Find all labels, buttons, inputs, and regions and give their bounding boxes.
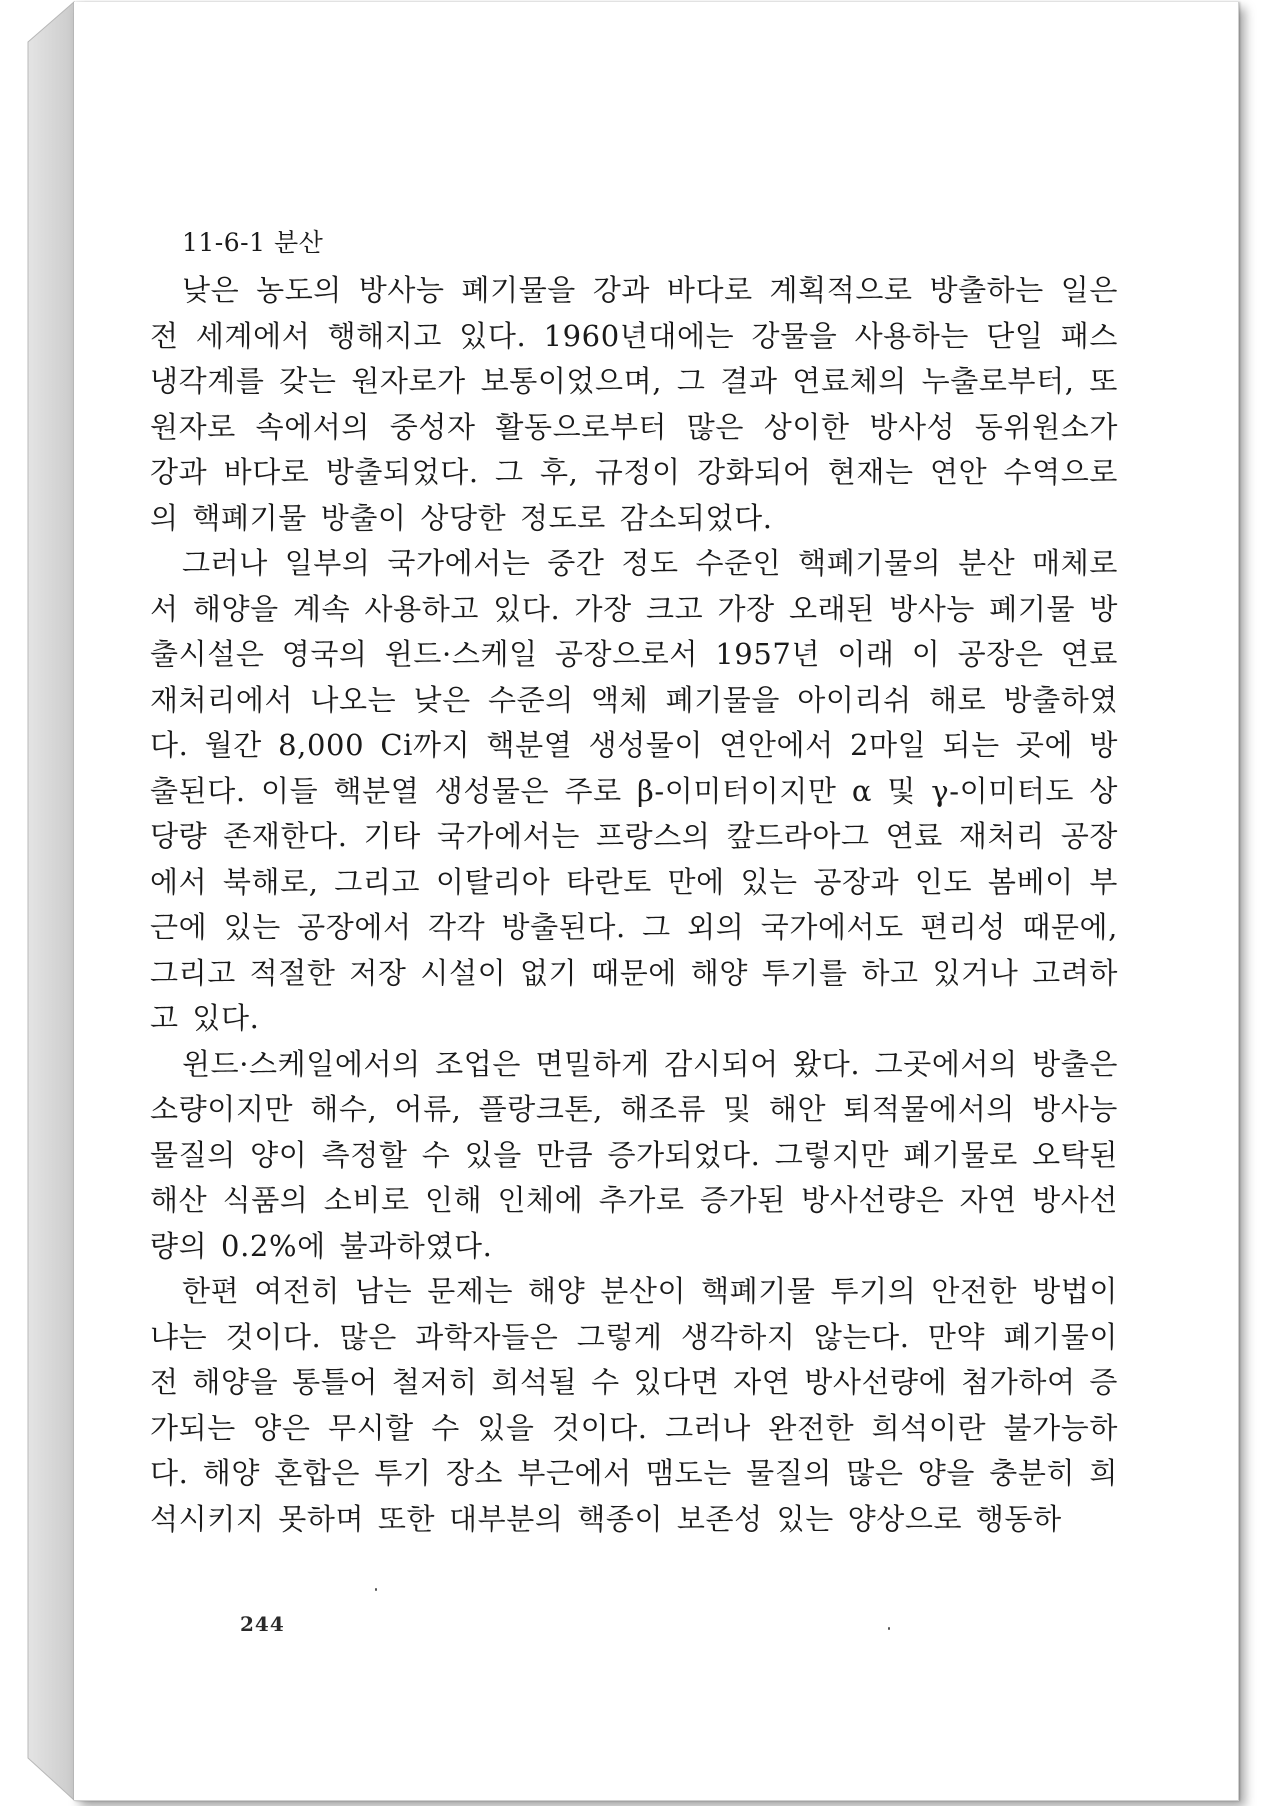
page-number: 244 <box>240 1612 285 1636</box>
scan-speck <box>888 1627 890 1630</box>
section-title: 11-6-1 분산 <box>182 228 324 257</box>
page-content <box>150 218 1118 1542</box>
scan-speck <box>375 1588 377 1591</box>
paragraph-1: 낮은 농도의 방사능 폐기물을 강과 바다로 계획적으로 방출하는 일은 전 세계에서 행해지고 있다. 1960년대에는 강물을 사용하는 단일 패스 냉각계를 갖는 원자로가 보통이었으며, 그 결과 연료체의 누출로부터, 또 원자로 속에서의 중성자 활동으로부터 많은 상이한 방사성 동위원소가 강과 바다로 방출되었다. 그 후, 규정이 강화되어 현재는 연안 수역으로의 핵폐기물 방출이 상당한 정도로 감소되었다. <box>150 273 1118 535</box>
paragraph-2: 그러나 일부의 국가에서는 중간 정도 수준인 핵폐기물의 분산 매체로서 해양을 계속 사용하고 있다. 가장 크고 가장 오래된 방사능 폐기물 방출시설은 영국의 윈드·스케일 공장으로서 1957년 이래 이 공장은 연료 재처리에서 나오는 낮은 수준의 액체 폐기물을 아이리쉬 해로 방출하였다. 월간 8,000 Ci까지 핵분열 생성물이 연안에서 2마일 되는 곳에 방출된다. 이들 핵분열 생성물은 주로 β-이미터이지만 α 및 γ-이미터도 상당량 존재한다. 기타 국가에서는 프랑스의 캎드라아그 연료 재처리 공장에서 북해로, 그리고 이탈리아 타란토 만에 있는 공장과 인도 봄베이 부근에 있는 공장에서 각각 방출된다. 그 외의 국가에서도 편리성 때문에, 그리고 적절한 저장 시설이 없기 때문에 해양 투기를 하고 있거나 고려하고 있다. <box>150 546 1118 1035</box>
paragraph-4: 한편 여전히 남는 문제는 해양 분산이 핵폐기물 투기의 안전한 방법이냐는 것이다. 많은 과학자들은 그렇게 생각하지 않는다. 만약 폐기물이 전 해양을 통틀어 철저히 희석될 수 있다면 자연 방사선량에 첨가하여 증가되는 양은 무시할 수 있을 것이다. 그러나 완전한 희석이란 불가능하다. 해양 혼합은 투기 장소 부근에서 맴도는 물질의 많은 양을 충분히 희석시키지 못하며 또한 대부분의 핵종이 보존성 있는 양상으로 행동하 <box>150 1274 1118 1536</box>
paragraph-3: 윈드·스케일에서의 조업은 면밀하게 감시되어 왔다. 그곳에서의 방출은 소량이지만 해수, 어류, 플랑크톤, 해조류 및 해안 퇴적물에서의 방사능 물질의 양이 측정할 수 있을 만큼 증가되었다. 그렇지만 폐기물로 오탁된 해산 식품의 소비로 인해 인체에 추가로 증가된 방사선량은 자연 방사선량의 0.2%에 불과하였다. <box>150 1046 1118 1263</box>
